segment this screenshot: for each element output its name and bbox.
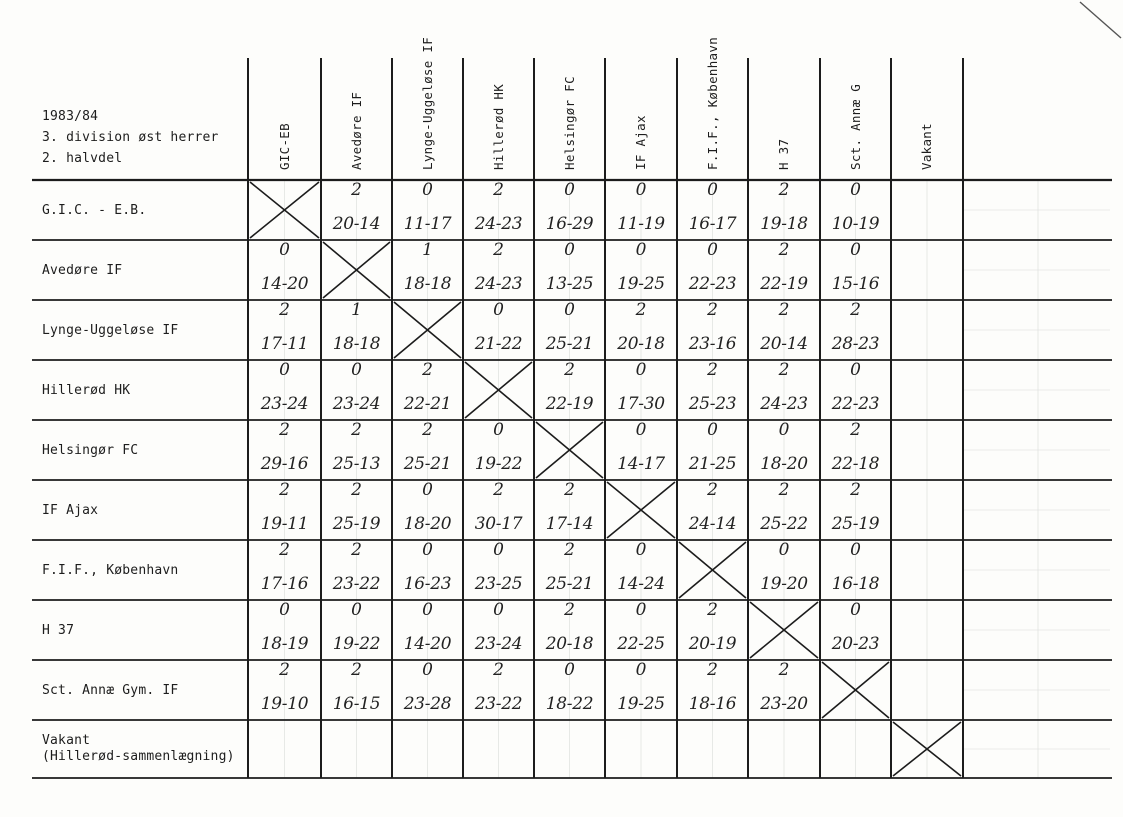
match-points: 2 <box>564 540 575 560</box>
match-result-cell <box>463 600 534 660</box>
match-score: 14-20 <box>260 274 309 294</box>
match-score: 19-22 <box>332 634 381 654</box>
match-points: 2 <box>707 480 718 500</box>
column-header-label: Hillerød HK <box>490 83 506 170</box>
match-result-cell <box>820 300 891 360</box>
match-result-cell <box>891 600 963 660</box>
match-score: 17-16 <box>260 574 309 594</box>
match-score: 23-22 <box>332 574 381 594</box>
match-result-cell <box>248 300 321 360</box>
match-result-cell <box>248 360 321 420</box>
match-result-cell <box>820 360 891 420</box>
match-score: 13-25 <box>545 274 594 294</box>
match-score: 21-25 <box>688 454 737 474</box>
column-header-label: Helsingør FC <box>561 76 577 170</box>
match-points: 2 <box>850 480 861 500</box>
match-points: 2 <box>493 480 504 500</box>
match-result-cell <box>321 420 392 480</box>
row-header: G.I.C. - E.B. <box>42 203 147 218</box>
match-result-cell <box>392 600 463 660</box>
match-result-cell <box>820 180 891 240</box>
match-result-cell <box>748 360 820 420</box>
match-points: 2 <box>351 420 362 440</box>
match-points: 0 <box>635 240 647 260</box>
match-result-cell <box>748 240 820 300</box>
match-score: 16-29 <box>545 214 594 234</box>
match-points: 0 <box>422 600 433 620</box>
match-result-cell <box>534 180 605 240</box>
match-result-cell <box>605 240 677 300</box>
match-result-cell <box>891 420 963 480</box>
match-score: 14-24 <box>617 574 665 594</box>
match-points: 2 <box>351 180 362 200</box>
match-points: 0 <box>850 600 861 620</box>
match-result-cell <box>248 420 321 480</box>
match-score: 25-21 <box>545 574 594 594</box>
match-result-cell <box>677 600 748 660</box>
match-points: 0 <box>850 540 861 560</box>
match-score: 15-16 <box>831 274 880 294</box>
row-header-line: (Hillerød-sammenlægning) <box>42 749 235 764</box>
match-result-cell <box>392 180 463 240</box>
match-score: 25-19 <box>831 514 880 534</box>
match-score: 30-17 <box>474 514 523 534</box>
match-score: 18-20 <box>760 454 808 474</box>
match-result-cell <box>748 420 820 480</box>
match-points: 2 <box>351 480 362 500</box>
column-header-label: Vakant <box>919 123 934 170</box>
match-result-cell <box>534 360 605 420</box>
row-header: IF Ajax <box>42 503 99 518</box>
match-score: 16-23 <box>403 574 452 594</box>
match-score: 25-23 <box>688 394 737 414</box>
match-result-cell <box>677 300 748 360</box>
match-points: 2 <box>493 240 504 260</box>
match-result-cell <box>321 540 392 600</box>
match-result-cell <box>248 480 321 540</box>
match-result-cell <box>677 660 748 720</box>
match-score: 17-14 <box>545 514 594 534</box>
match-result-cell <box>891 240 963 300</box>
match-score: 20-19 <box>688 634 737 654</box>
match-score: 18-16 <box>688 694 737 714</box>
match-points: 0 <box>493 420 504 440</box>
match-points: 0 <box>564 180 575 200</box>
match-result-cell <box>534 540 605 600</box>
match-result-cell <box>891 660 963 720</box>
match-result-cell <box>677 360 748 420</box>
match-score: 23-28 <box>403 694 452 714</box>
match-points: 0 <box>493 300 504 320</box>
match-points: 0 <box>422 180 433 200</box>
column-header-label: GIC-EB <box>276 123 292 170</box>
match-points: 2 <box>279 420 290 440</box>
match-score: 18-19 <box>260 634 309 654</box>
match-result-cell <box>677 240 748 300</box>
match-result-cell <box>677 420 748 480</box>
match-points: 2 <box>351 540 362 560</box>
match-score: 11-19 <box>617 214 665 234</box>
match-points: 0 <box>778 420 790 440</box>
match-result-cell <box>748 480 820 540</box>
match-score: 22-23 <box>831 394 880 414</box>
match-result-cell <box>748 540 820 600</box>
match-points: 2 <box>279 480 290 500</box>
match-points: 0 <box>564 660 575 680</box>
match-result-cell <box>605 720 677 778</box>
match-points: 2 <box>351 660 362 680</box>
match-points: 2 <box>493 660 504 680</box>
match-score: 18-22 <box>545 694 594 714</box>
match-result-cell <box>891 360 963 420</box>
match-result-cell <box>891 300 963 360</box>
match-result-cell <box>748 300 820 360</box>
match-result-cell <box>605 660 677 720</box>
match-result-cell <box>891 180 963 240</box>
match-points: 0 <box>493 540 504 560</box>
match-points: 0 <box>564 240 575 260</box>
match-score: 23-24 <box>260 394 309 414</box>
match-result-cell <box>534 300 605 360</box>
match-result-cell <box>605 420 677 480</box>
match-score: 25-21 <box>545 334 594 354</box>
column-header-label: Lynge-Uggeløse IF <box>419 36 435 170</box>
match-score: 22-19 <box>760 274 808 294</box>
match-points: 2 <box>635 300 647 320</box>
match-result-cell <box>248 720 321 778</box>
match-points: 0 <box>422 540 433 560</box>
column-header-label: F.I.F., København <box>704 36 720 170</box>
match-score: 22-25 <box>617 634 665 654</box>
match-result-cell <box>321 360 392 420</box>
match-result-cell <box>248 660 321 720</box>
row-header <box>42 733 235 765</box>
match-score: 23-25 <box>474 574 523 594</box>
match-points: 2 <box>564 360 575 380</box>
match-points: 2 <box>422 360 433 380</box>
match-points: 0 <box>850 180 861 200</box>
match-points: 2 <box>707 300 718 320</box>
match-score: 20-23 <box>831 634 880 654</box>
match-result-cell <box>891 480 963 540</box>
match-points: 2 <box>778 480 790 500</box>
match-points: 2 <box>778 300 790 320</box>
match-points: 2 <box>279 300 290 320</box>
match-result-cell <box>534 240 605 300</box>
match-points: 0 <box>635 600 647 620</box>
match-points: 0 <box>422 480 433 500</box>
match-points: 2 <box>279 540 290 560</box>
match-points: 2 <box>422 420 433 440</box>
match-points: 1 <box>422 240 433 260</box>
match-points: 0 <box>351 600 362 620</box>
match-result-cell <box>392 540 463 600</box>
match-result-cell <box>248 540 321 600</box>
match-score: 24-14 <box>688 514 737 534</box>
match-points: 0 <box>850 240 861 260</box>
match-score: 23-16 <box>688 334 737 354</box>
column-header-label: Avedøre IF <box>348 91 364 170</box>
match-score: 18-18 <box>403 274 452 294</box>
match-result-cell <box>605 600 677 660</box>
match-points: 0 <box>635 180 647 200</box>
match-score: 23-24 <box>474 634 523 654</box>
match-result-cell <box>248 600 321 660</box>
match-score: 16-15 <box>332 694 381 714</box>
match-score: 19-11 <box>260 514 309 534</box>
row-header: Hillerød HK <box>42 383 131 398</box>
match-score: 25-13 <box>332 454 381 474</box>
match-score: 19-20 <box>760 574 808 594</box>
match-points: 0 <box>850 360 861 380</box>
match-result-cell <box>748 720 820 778</box>
match-score: 20-18 <box>545 634 594 654</box>
match-score: 11-17 <box>403 214 452 234</box>
match-result-cell <box>605 300 677 360</box>
match-result-cell <box>820 480 891 540</box>
match-result-cell <box>321 600 392 660</box>
match-result-cell <box>677 720 748 778</box>
match-result-cell <box>677 180 748 240</box>
match-result-cell <box>463 240 534 300</box>
match-points: 2 <box>707 660 718 680</box>
match-result-cell <box>534 600 605 660</box>
column-header-label: IF Ajax <box>633 115 648 170</box>
match-points: 2 <box>850 420 861 440</box>
match-result-cell <box>534 660 605 720</box>
match-score: 21-22 <box>474 334 523 354</box>
match-points: 0 <box>635 360 647 380</box>
match-score: 22-21 <box>403 394 452 414</box>
match-points: 1 <box>351 300 362 320</box>
match-score: 16-17 <box>688 214 737 234</box>
column-header-label: H 37 <box>776 138 791 170</box>
match-score: 20-14 <box>760 334 808 354</box>
half-label: 2. halvdel <box>42 151 123 166</box>
match-points: 0 <box>279 240 290 260</box>
match-result-cell <box>463 720 534 778</box>
match-score: 19-25 <box>617 274 665 294</box>
match-score: 19-25 <box>617 694 665 714</box>
match-score: 18-20 <box>403 514 452 534</box>
match-points: 0 <box>422 660 433 680</box>
match-result-cell <box>321 300 392 360</box>
match-result-cell <box>321 720 392 778</box>
match-points: 2 <box>778 660 790 680</box>
match-score: 20-14 <box>332 214 381 234</box>
division-label: 3. division øst herrer <box>42 130 219 145</box>
match-score: 25-19 <box>332 514 381 534</box>
match-result-cell <box>248 240 321 300</box>
paper-corner-mark <box>1080 2 1121 38</box>
match-points: 0 <box>778 540 790 560</box>
match-score: 23-22 <box>474 694 523 714</box>
match-score: 19-10 <box>260 694 309 714</box>
match-score: 14-17 <box>617 454 665 474</box>
match-points: 2 <box>279 660 290 680</box>
match-result-cell <box>605 180 677 240</box>
match-result-cell <box>463 660 534 720</box>
match-points: 0 <box>279 360 290 380</box>
match-score: 14-20 <box>403 634 452 654</box>
row-header: Helsingør FC <box>42 443 139 458</box>
match-result-cell <box>321 660 392 720</box>
match-score: 17-11 <box>260 334 309 354</box>
match-points: 0 <box>707 180 718 200</box>
match-result-cell <box>820 420 891 480</box>
match-points: 0 <box>635 420 647 440</box>
row-header: Avedøre IF <box>42 263 123 278</box>
match-points: 2 <box>778 180 790 200</box>
row-header: Sct. Annæ Gym. IF <box>42 683 179 698</box>
match-score: 28-23 <box>831 334 880 354</box>
match-score: 25-21 <box>403 454 452 474</box>
match-result-cell <box>605 540 677 600</box>
match-score: 16-18 <box>831 574 880 594</box>
match-result-cell <box>463 420 534 480</box>
match-result-cell <box>534 720 605 778</box>
match-result-cell <box>463 180 534 240</box>
match-points: 2 <box>778 240 790 260</box>
match-result-cell <box>820 540 891 600</box>
match-score: 24-23 <box>474 214 523 234</box>
match-points: 2 <box>564 480 575 500</box>
match-score: 24-23 <box>760 394 808 414</box>
match-result-cell <box>392 720 463 778</box>
match-result-cell <box>392 360 463 420</box>
match-points: 2 <box>493 180 504 200</box>
match-points: 2 <box>707 600 718 620</box>
match-points: 0 <box>279 600 290 620</box>
match-score: 24-23 <box>474 274 523 294</box>
row-header: Lynge-Uggeløse IF <box>42 323 179 338</box>
match-score: 23-24 <box>332 394 381 414</box>
match-points: 0 <box>635 540 647 560</box>
match-score: 22-19 <box>545 394 594 414</box>
match-result-cell <box>463 300 534 360</box>
match-result-cell <box>677 480 748 540</box>
match-points: 0 <box>707 240 718 260</box>
sheet-title-block <box>42 106 219 169</box>
match-result-cell <box>463 540 534 600</box>
match-points: 0 <box>564 300 575 320</box>
match-points: 2 <box>707 360 718 380</box>
column-header-label: Sct. Annæ G <box>847 83 863 170</box>
match-result-cell <box>891 540 963 600</box>
match-result-cell <box>392 660 463 720</box>
match-result-cell <box>321 180 392 240</box>
match-result-cell <box>748 180 820 240</box>
match-score: 19-22 <box>474 454 523 474</box>
match-score: 29-16 <box>260 454 309 474</box>
match-score: 22-18 <box>831 454 880 474</box>
match-result-cell <box>605 360 677 420</box>
match-points: 2 <box>564 600 575 620</box>
row-header-line: Vakant <box>42 733 91 748</box>
match-score: 23-20 <box>760 694 808 714</box>
match-result-cell <box>392 480 463 540</box>
match-score: 19-18 <box>760 214 808 234</box>
match-result-cell <box>534 480 605 540</box>
match-result-cell <box>820 720 891 778</box>
match-result-cell <box>748 660 820 720</box>
match-points: 2 <box>778 360 790 380</box>
match-result-cell <box>392 240 463 300</box>
row-header: F.I.F., København <box>42 563 179 578</box>
match-result-cell <box>820 240 891 300</box>
match-score: 22-23 <box>688 274 737 294</box>
match-points: 2 <box>850 300 861 320</box>
match-score: 17-30 <box>617 394 665 414</box>
match-result-cell <box>820 600 891 660</box>
match-points: 0 <box>351 360 362 380</box>
match-score: 25-22 <box>760 514 808 534</box>
match-points: 0 <box>493 600 504 620</box>
match-result-cell <box>392 420 463 480</box>
match-score: 18-18 <box>332 334 381 354</box>
match-points: 0 <box>635 660 647 680</box>
match-score: 20-18 <box>617 334 665 354</box>
match-score: 10-19 <box>831 214 880 234</box>
match-points: 0 <box>707 420 718 440</box>
season-label: 1983/84 <box>42 109 99 124</box>
match-result-cell <box>321 480 392 540</box>
row-header: H 37 <box>42 623 75 638</box>
match-result-cell <box>463 480 534 540</box>
